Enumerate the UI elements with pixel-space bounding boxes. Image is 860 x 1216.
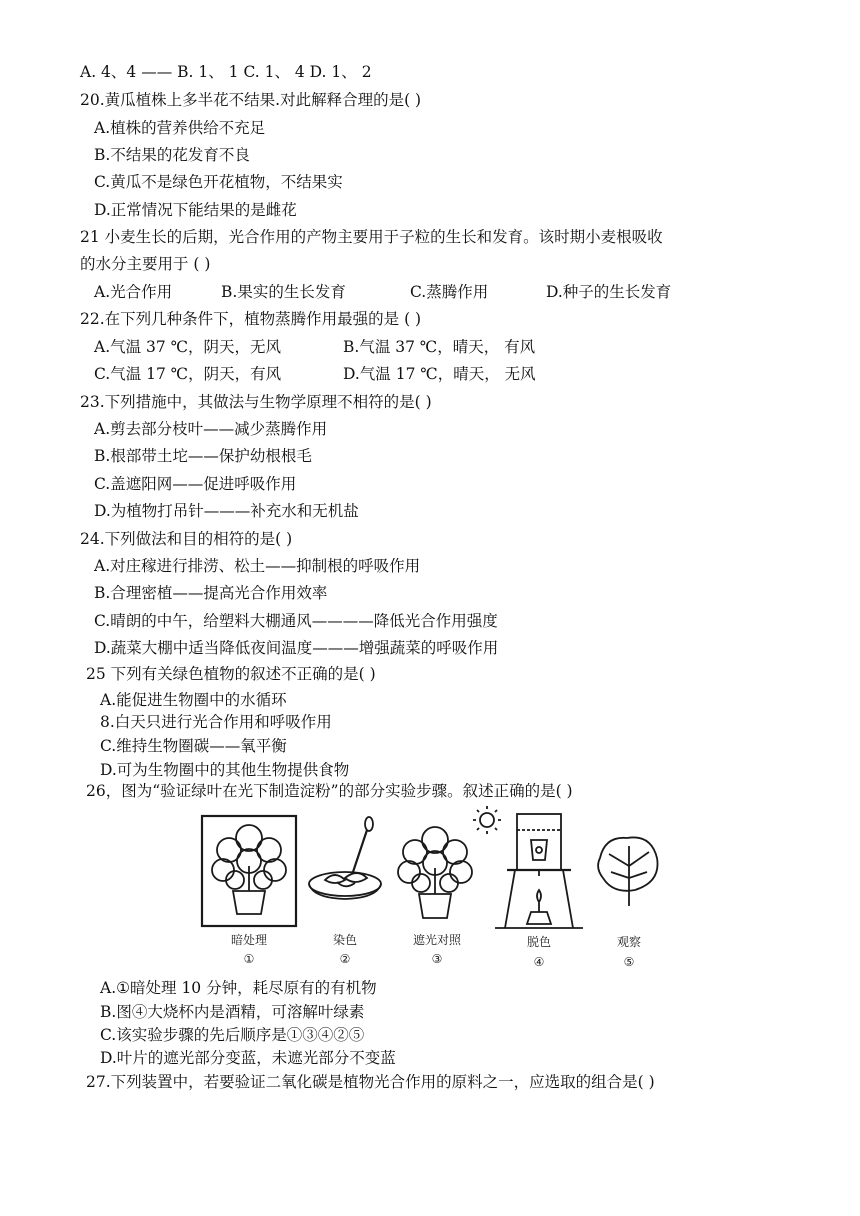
q20-option-a: A.植株的营养供给不充足 bbox=[94, 119, 266, 137]
q25-option-c: C.维持生物圈碳——氧平衡 bbox=[100, 737, 287, 755]
step-num-2: ② bbox=[339, 952, 351, 966]
q24-option-c: C.晴朗的中午，给塑料大棚通风————降低光合作用强度 bbox=[94, 612, 498, 630]
step-label-2: 染色 bbox=[332, 933, 358, 947]
q26-option-b: B.图④大烧杯内是酒精，可溶解叶绿素 bbox=[100, 1003, 365, 1021]
experiment-figure bbox=[195, 806, 685, 976]
q23-option-c: C.盖遮阳网——促进呼吸作用 bbox=[94, 475, 297, 493]
step-num-1: ① bbox=[243, 952, 255, 966]
q21-option-b: B.果实的生长发育 bbox=[221, 283, 346, 301]
q22-option-d: D.气温 17 ℃，晴天， 无风 bbox=[343, 365, 536, 383]
q23-stem: 23.下列措施中，其做法与生物学原理不相符的是( ) bbox=[80, 393, 432, 411]
q21-option-c: C.蒸腾作用 bbox=[410, 283, 489, 301]
q21-stem-line2: 的水分主要用于 ( ) bbox=[80, 255, 211, 273]
q23-option-a: A.剪去部分枝叶——减少蒸腾作用 bbox=[94, 420, 328, 438]
dropper-dish-icon bbox=[309, 817, 381, 899]
q22-stem: 22.在下列几种条件下，植物蒸腾作用最强的是 ( ) bbox=[80, 310, 422, 328]
q19-options: A. 4、4 —— B. 1、 1 C. 1、 4 D. 1、 2 bbox=[80, 63, 372, 81]
step-label-1: 暗处理 bbox=[230, 933, 268, 947]
step-num-5: ⑤ bbox=[623, 955, 635, 969]
q24-option-b: B.合理密植——提高光合作用效率 bbox=[94, 584, 328, 602]
q20-stem: 20.黄瓜植株上多半花不结果.对此解释合理的是( ) bbox=[80, 91, 422, 109]
q20-option-b: B.不结果的花发育不良 bbox=[94, 146, 250, 164]
q26-option-d: D.叶片的遮光部分变蓝，未遮光部分不变蓝 bbox=[100, 1049, 396, 1067]
dark-box-plant-icon bbox=[202, 816, 296, 926]
q20-option-d: D.正常情况下能结果的是雌花 bbox=[94, 201, 297, 219]
step-label-4: 脱色 bbox=[526, 935, 552, 949]
q22-option-a: A.气温 37 ℃，阴天，无风 bbox=[94, 338, 282, 356]
q25-option-a: A.能促进生物圈中的水循环 bbox=[100, 691, 287, 709]
step-num-4: ④ bbox=[533, 955, 545, 969]
q21-option-a: A.光合作用 bbox=[94, 283, 173, 301]
q25-option-b: 8.白天只进行光合作用和呼吸作用 bbox=[100, 713, 332, 731]
step-label-5: 观察 bbox=[616, 935, 642, 949]
q22-option-c: C.气温 17 ℃，阴天，有风 bbox=[94, 365, 282, 383]
q27-stem: 27.下列装置中，若要验证二氧化碳是植物光合作用的原料之一，应选取的组合是( ) bbox=[86, 1073, 655, 1091]
q22-option-b: B.气温 37 ℃，晴天， 有风 bbox=[343, 338, 536, 356]
q24-stem: 24.下列做法和目的相符的是( ) bbox=[80, 530, 293, 548]
q26-stem: 26，图为“验证绿叶在光下制造淀粉”的部分实验步骤。叙述正确的是( ) bbox=[86, 782, 573, 800]
step-label-3: 遮光对照 bbox=[412, 933, 462, 947]
q25-option-d: D.可为生物圈中的其他生物提供食物 bbox=[100, 761, 350, 779]
q21-stem-line1: 21 小麦生长的后期，光合作用的产物主要用于子粒的生长和发育。该时期小麦根吸收 bbox=[80, 228, 663, 246]
q20-option-c: C.黄瓜不是绿色开花植物，不结果实 bbox=[94, 173, 343, 191]
q24-option-a: A.对庄稼进行排涝、松土——抑制根的呼吸作用 bbox=[94, 557, 421, 575]
q21-option-d: D.种子的生长发育 bbox=[546, 283, 672, 301]
leaf-icon bbox=[598, 837, 657, 906]
q23-option-d: D.为植物打吊针———补充水和无机盐 bbox=[94, 502, 359, 520]
q23-option-b: B.根部带土坨——保护幼根根毛 bbox=[94, 447, 312, 465]
q26-option-a: A.①暗处理 10 分钟，耗尽原有的有机物 bbox=[100, 979, 377, 997]
plant-sun-icon bbox=[398, 806, 501, 918]
step-num-3: ③ bbox=[431, 952, 443, 966]
q24-option-d: D.蔬菜大棚中适当降低夜间温度———增强蔬菜的呼吸作用 bbox=[94, 639, 499, 657]
q25-stem: 25 下列有关绿色植物的叙述不正确的是( ) bbox=[86, 665, 376, 683]
q26-option-c: C.该实验步骤的先后顺序是①③④②⑤ bbox=[100, 1026, 365, 1044]
beaker-heating-icon bbox=[495, 814, 583, 928]
